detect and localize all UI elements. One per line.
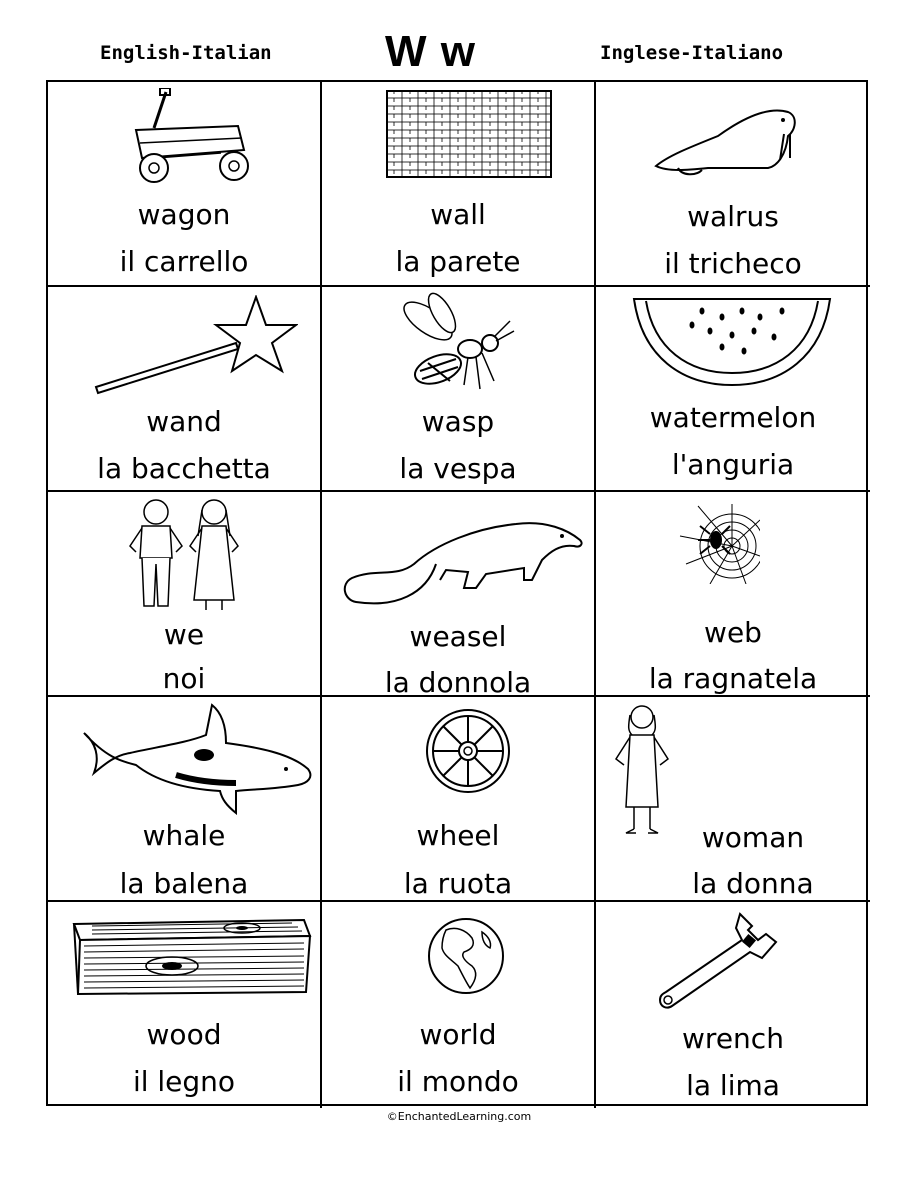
card-whale — [48, 697, 322, 902]
card-italian-word: la balena — [119, 867, 249, 900]
web-icon — [676, 500, 760, 584]
card-weasel — [322, 492, 596, 697]
card-english-word: walrus — [687, 200, 779, 233]
card-wasp — [322, 287, 596, 492]
woman-icon — [608, 703, 680, 839]
card-italian-word: il legno — [132, 1065, 236, 1098]
wood-icon — [72, 916, 312, 996]
watermelon-icon — [632, 297, 832, 387]
wasp-icon — [398, 291, 518, 401]
card-italian-word: il tricheco — [664, 247, 802, 280]
card-english-word: wand — [146, 405, 222, 438]
card-wagon — [48, 82, 322, 287]
card-web — [596, 492, 870, 697]
card-english-word: watermelon — [649, 401, 817, 434]
card-italian-word: la donna — [692, 867, 814, 900]
card-we — [48, 492, 322, 697]
header-right-label: Inglese-Italiano — [600, 42, 784, 64]
card-italian-word: la donnola — [384, 666, 532, 697]
card-english-word: wheel — [416, 819, 500, 852]
card-wand — [48, 287, 322, 492]
card-english-word: wall — [430, 198, 486, 231]
walrus-icon — [648, 96, 808, 186]
card-english-word: whale — [142, 819, 226, 852]
wagon-icon — [126, 88, 256, 186]
wrench-icon — [656, 912, 796, 1012]
card-wrench — [596, 902, 870, 1108]
card-italian-word: il mondo — [397, 1065, 519, 1098]
weasel-icon — [336, 504, 586, 612]
card-english-word: web — [704, 616, 762, 649]
card-wall — [322, 82, 596, 287]
card-italian-word: la vespa — [399, 452, 517, 485]
card-english-word: world — [419, 1018, 497, 1051]
world-icon — [426, 916, 506, 996]
card-english-word: wrench — [682, 1022, 784, 1055]
header-left-label: English-Italian — [100, 42, 272, 64]
card-english-word: wagon — [137, 198, 231, 231]
we-icon — [126, 496, 246, 614]
card-english-word: wasp — [421, 405, 495, 438]
vocabulary-grid — [46, 80, 868, 1106]
card-italian-word: noi — [162, 662, 206, 695]
card-wheel — [322, 697, 596, 902]
card-walrus — [596, 82, 870, 287]
card-world — [322, 902, 596, 1108]
whale-icon — [76, 703, 316, 815]
wand-icon — [92, 295, 298, 395]
wheel-icon — [424, 707, 512, 795]
card-wood — [48, 902, 322, 1108]
card-woman — [596, 697, 870, 902]
card-italian-word: la ragnatela — [648, 662, 818, 695]
copyright-footer: ©EnchantedLearning.com — [386, 1110, 532, 1123]
card-watermelon — [596, 287, 870, 492]
card-english-word: woman — [701, 821, 805, 854]
card-italian-word: la bacchetta — [97, 452, 271, 485]
card-italian-word: l'anguria — [671, 448, 795, 481]
card-english-word: we — [163, 618, 205, 651]
card-italian-word: il carrello — [119, 245, 249, 278]
card-italian-word: la ruota — [403, 867, 513, 900]
card-italian-word: la parete — [395, 245, 521, 278]
card-english-word: weasel — [409, 620, 507, 653]
wall-icon — [386, 90, 552, 178]
card-english-word: wood — [146, 1018, 222, 1051]
page-title: W w — [385, 27, 476, 76]
card-italian-word: la lima — [686, 1069, 780, 1102]
